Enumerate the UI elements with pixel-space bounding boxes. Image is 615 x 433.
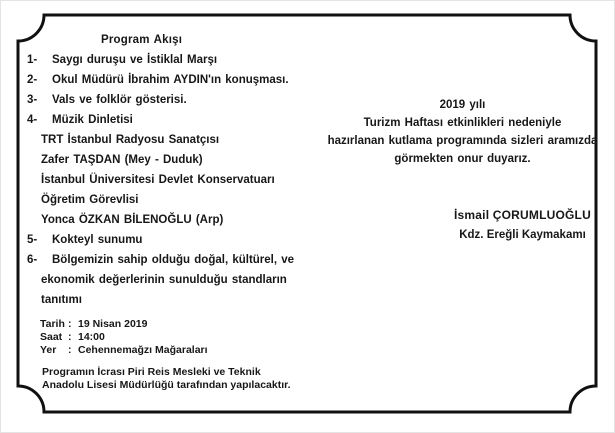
footer-line-2: Anadolu Lisesi Müdürlüğü tarafından yapılacaktır. [42, 379, 291, 391]
item-text: İstanbul Üniversitesi Devlet Konservatuarı [41, 174, 275, 186]
item-number: 4- [27, 114, 38, 126]
item-text: tanıtımı [41, 294, 82, 306]
item-text: Zafer TAŞDAN (Mey - Duduk) [41, 154, 203, 166]
detail-separator: : [68, 318, 72, 330]
footer-note [42, 366, 291, 392]
program-title: Program Akışı [101, 34, 183, 46]
detail-separator: : [68, 331, 72, 343]
detail-separator: : [68, 344, 72, 356]
item-number: 3- [27, 94, 38, 106]
item-text: TRT İstanbul Radyosu Sanatçısı [41, 134, 220, 146]
invitation-line-2: Turizm Haftası etkinlikleri nedeniyle [363, 117, 562, 129]
program-section [27, 30, 372, 310]
program-item-4e [27, 210, 372, 230]
program-item-4d [27, 190, 372, 210]
detail-value: Cehennemağzı Mağaraları [78, 344, 208, 356]
detail-value: 14:00 [78, 331, 105, 343]
program-item-6b [27, 290, 372, 310]
signature-title: Kdz. Ereğli Kaymakamı [459, 229, 586, 241]
program-item-1 [27, 50, 372, 70]
program-item-6a [27, 270, 372, 290]
item-number: 2- [27, 74, 38, 86]
detail-label: Tarih [40, 318, 65, 330]
item-text: Kokteyl sunumu [52, 234, 143, 246]
item-text: Müzik Dinletisi [52, 114, 133, 126]
item-text: Öğretim Görevlisi [41, 194, 139, 206]
program-item-6 [27, 250, 372, 270]
item-text: Okul Müdürü İbrahim AYDIN'ın konuşması. [52, 74, 289, 86]
footer-line-1: Programın İcrası Piri Reis Mesleki ve Teknik [42, 366, 261, 378]
detail-label: Saat [40, 331, 63, 343]
program-item-4c [27, 170, 372, 190]
program-item-2 [27, 70, 372, 90]
item-number: 5- [27, 234, 38, 246]
detail-row-time [40, 331, 208, 344]
detail-value: 19 Nisan 2019 [78, 318, 148, 330]
detail-row-date [40, 318, 208, 331]
item-text: Vals ve folklör gösterisi. [52, 94, 187, 106]
event-details [40, 318, 208, 357]
invitation-line-4: görmekten onur duyarız. [394, 153, 531, 165]
signature-name: İsmail ÇORUMLUOĞLU [454, 208, 591, 222]
item-number: 6- [27, 254, 38, 266]
item-number: 1- [27, 54, 38, 66]
program-item-5 [27, 230, 372, 250]
signature-block [430, 205, 615, 245]
item-text: Yonca ÖZKAN BİLENOĞLU (Arp) [41, 214, 224, 226]
invitation-text [305, 96, 615, 168]
invitation-line-1: 2019 yılı [439, 99, 486, 111]
item-text: ekonomik değerlerinin sunulduğu standların [41, 274, 287, 286]
invitation-line-3: hazırlanan kutlama programında sizleri aramızda [327, 135, 598, 147]
detail-row-place [40, 344, 208, 357]
item-text: Bölgemizin sahip olduğu doğal, kültürel, ve [52, 254, 295, 266]
detail-label: Yer [40, 344, 57, 356]
item-text: Saygı duruşu ve İstiklal Marşı [52, 54, 218, 66]
